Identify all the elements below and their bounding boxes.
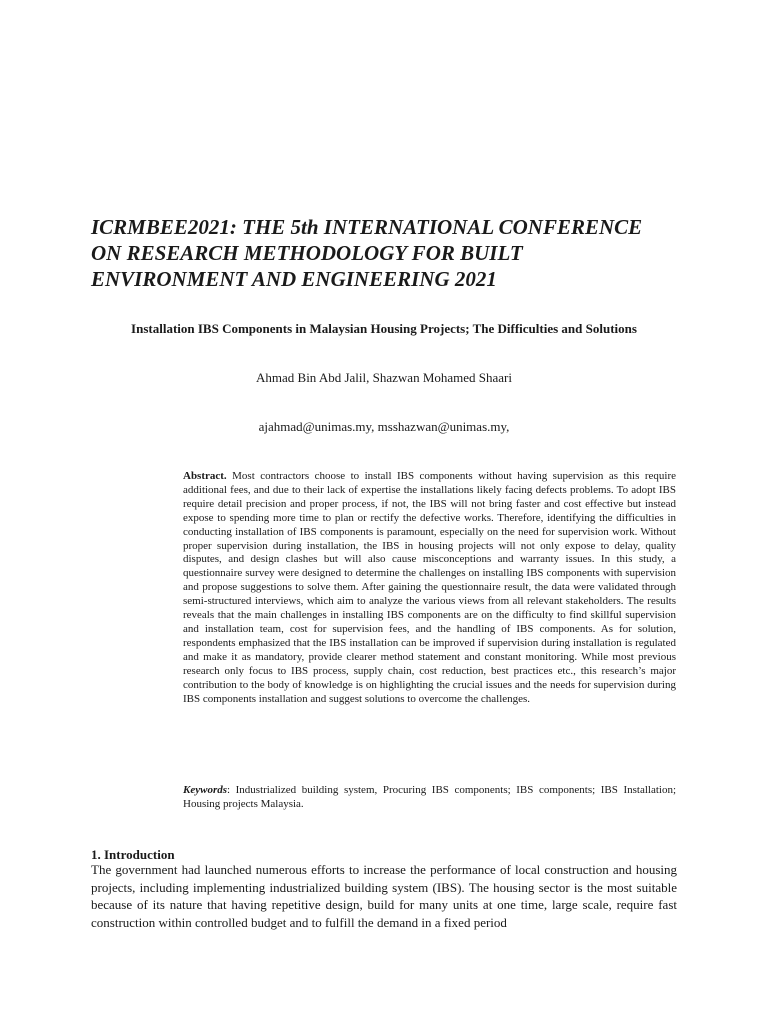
abstract-label: Abstract. (183, 470, 227, 482)
author-emails: ajahmad@unimas.my, msshazwan@unimas.my, (258, 419, 510, 434)
abstract-text: Most contractors choose to install IBS components without having supervision as this require additional fees, and due to their lack of expertise the installations likely facing defects problems. To adopt IBS require detail precision and proper process, if not, the IBS will not bring faster and cost effective but instead expose to spending more time to plan or rectify the defective works. Therefore, identifying the difficulties in conducting installation of IBS components is paramount, especially on the need for supervision work. Without proper supervision during installation, the IBS in housing projects will not only expose to delay, quality disputes, and design clashes but will also cause misconceptions and warranty issues. In this study, a questionnaire survey were designed to determine the challenges on installing IBS components with supervision and propose suggestions to solve them. After gaining the questionnaire result, the data were validated through semi-structured interviews, which aim to analyze the various views from all relevant stakeholders. The results reveals that the main challenges in installing IBS components are on the difficulty to find skillful supervision and installation team, cost for supervision fees, and the handling of IBS components. As for solution, respondents emphasized that the IBS installation can be improved if supervision during installation is regulated and make it as mandatory, provide clearer method statement and constant monitoring. While most previous research only focus to IBS process, supply chain, cost reduction, best practices etc., this research’s major contribution to the body of knowledge is on highlighting the crucial issues and the needs for supervision during IBS components installation and suggest solutions to overcome the challenges. (183, 470, 676, 705)
conference-title-line-2: ON RESEARCH METHODOLOGY FOR BUILT (91, 241, 523, 265)
paper-title: Installation IBS Components in Malaysian Housing Projects; The Difficulties and Solutions (131, 321, 637, 336)
conference-title-line-3: ENVIRONMENT AND ENGINEERING 2021 (91, 267, 497, 291)
keywords-label: Keywords (183, 784, 227, 796)
conference-title (91, 214, 691, 292)
conference-title-line-1: ICRMBEE2021: THE 5th INTERNATIONAL CONFERENCE (91, 215, 643, 239)
section-heading-introduction: 1. Introduction (91, 847, 175, 862)
introduction-text: The government had launched numerous efforts to increase the performance of local construction and housing projects, including implementing industrialized building system (IBS). The housing sector is the most suitable because of its nature that having repetitive design, build for many units at one time, large scale, require fast construction within controlled budget and to fulfill the demand in a fixed period (91, 862, 677, 930)
keywords (183, 783, 676, 811)
abstract (183, 470, 676, 706)
keywords-text: : Industrialized building system, Procuring IBS components; IBS components; IBS Installation; Housing projects Malaysia. (183, 784, 676, 810)
paper-authors: Ahmad Bin Abd Jalil, Shazwan Mohamed Shaari (256, 370, 512, 385)
